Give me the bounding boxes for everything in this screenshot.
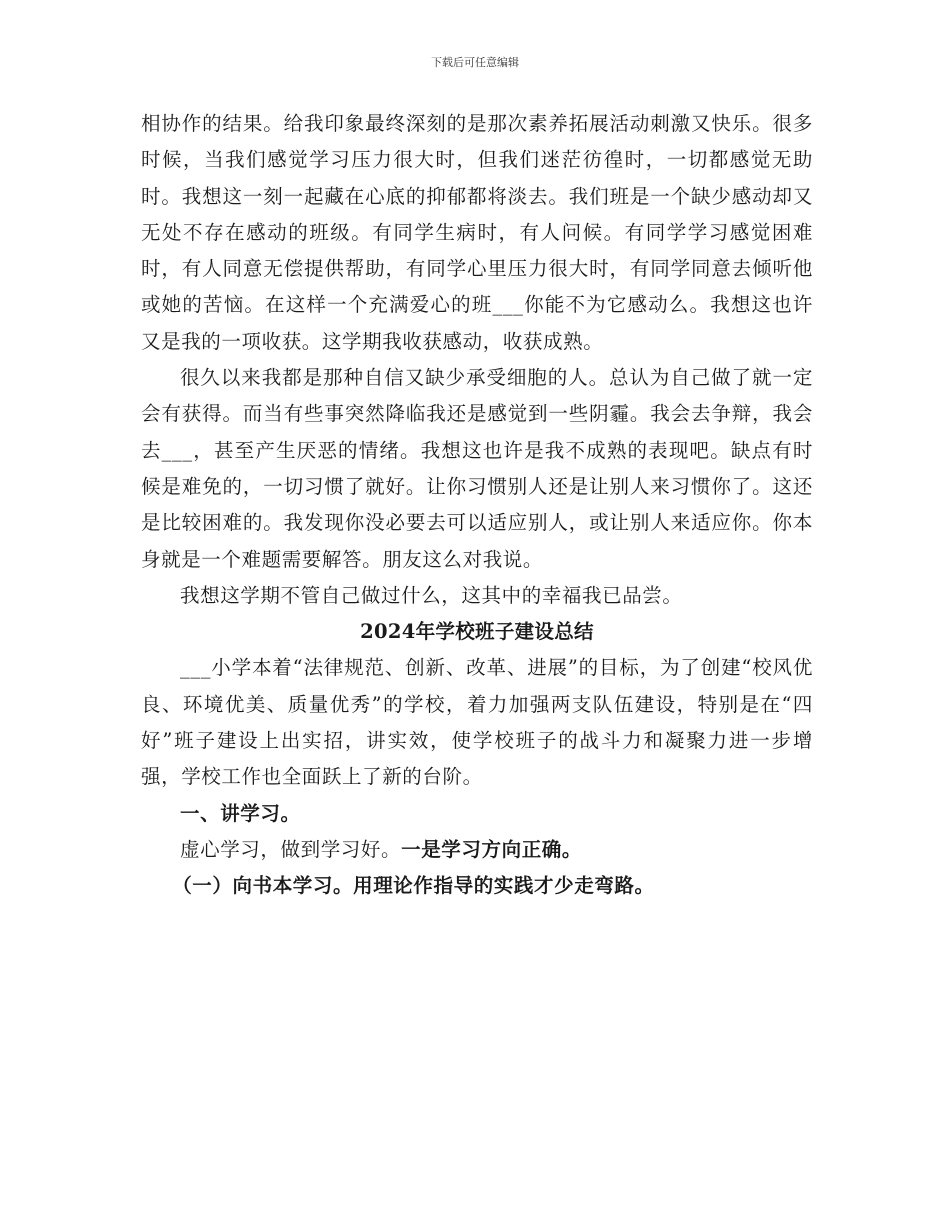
study-line-bold: 一是学习方向正确。 — [401, 837, 583, 861]
section-intro: ___小学本着“法律规范、创新、改革、进展”的目标，为了创建“校风优良、环境优美、质量优秀”的学校，着力加强两支队伍建设，特别是在“四好”班子建设上出实招，讲实效，使学校班子的战斗力和凝聚力进一步增强，学校工作也全面跃上了新的台阶。 — [141, 656, 813, 789]
document-body — [141, 106, 813, 905]
subheading-books: （一）向书本学习。用理论作指导的实践才少走弯路。 — [172, 874, 655, 898]
heading-study: 一、讲学习。 — [180, 801, 301, 825]
study-line-plain: 虚心学习，做到学习好。 — [180, 837, 402, 861]
paragraph-1: 相协作的结果。给我印象最终深刻的是那次素养拓展活动刺激又快乐。很多时候，当我们感觉学习压力很大时，但我们迷茫彷徨时，一切都感觉无助时。我想这一刻一起藏在心底的抑郁都将淡去。我们班是一个缺少感动却又无处不存在感动的班级。有同学生病时，有人问候。有同学学习感觉困难时，有人同意无偿提供帮助，有同学心里压力很大时，有同学同意去倾听他或她的苦恼。在这样一个充满爱心的班___你能不为它感动么。我想这也许又是我的一项收获。这学期我收获感动，收获成熟。 — [141, 112, 813, 353]
study-line — [141, 832, 813, 868]
paragraph-2: 很久以来我都是那种自信又缺少承受细胞的人。总认为自己做了就一定会有获得。而当有些事突然降临我还是感觉到一些阴霾。我会去争辩，我会去___，甚至产生厌恶的情绪。我想这也许是我不成熟的表现吧。缺点有时候是难免的，一切习惯了就好。让你习惯别人还是让别人来习惯你了。这还是比较困难的。我发现你没必要去可以适应别人，或让别人来适应你。你本身就是一个难题需要解答。朋友这么对我说。 — [141, 366, 813, 571]
page-header: 下载后可任意编辑 — [431, 56, 519, 69]
paragraph-3: 我想这学期不管自己做过什么，这其中的幸福我已品尝。 — [180, 583, 683, 607]
section-title: 2024年学校班子建设总结 — [360, 620, 594, 644]
